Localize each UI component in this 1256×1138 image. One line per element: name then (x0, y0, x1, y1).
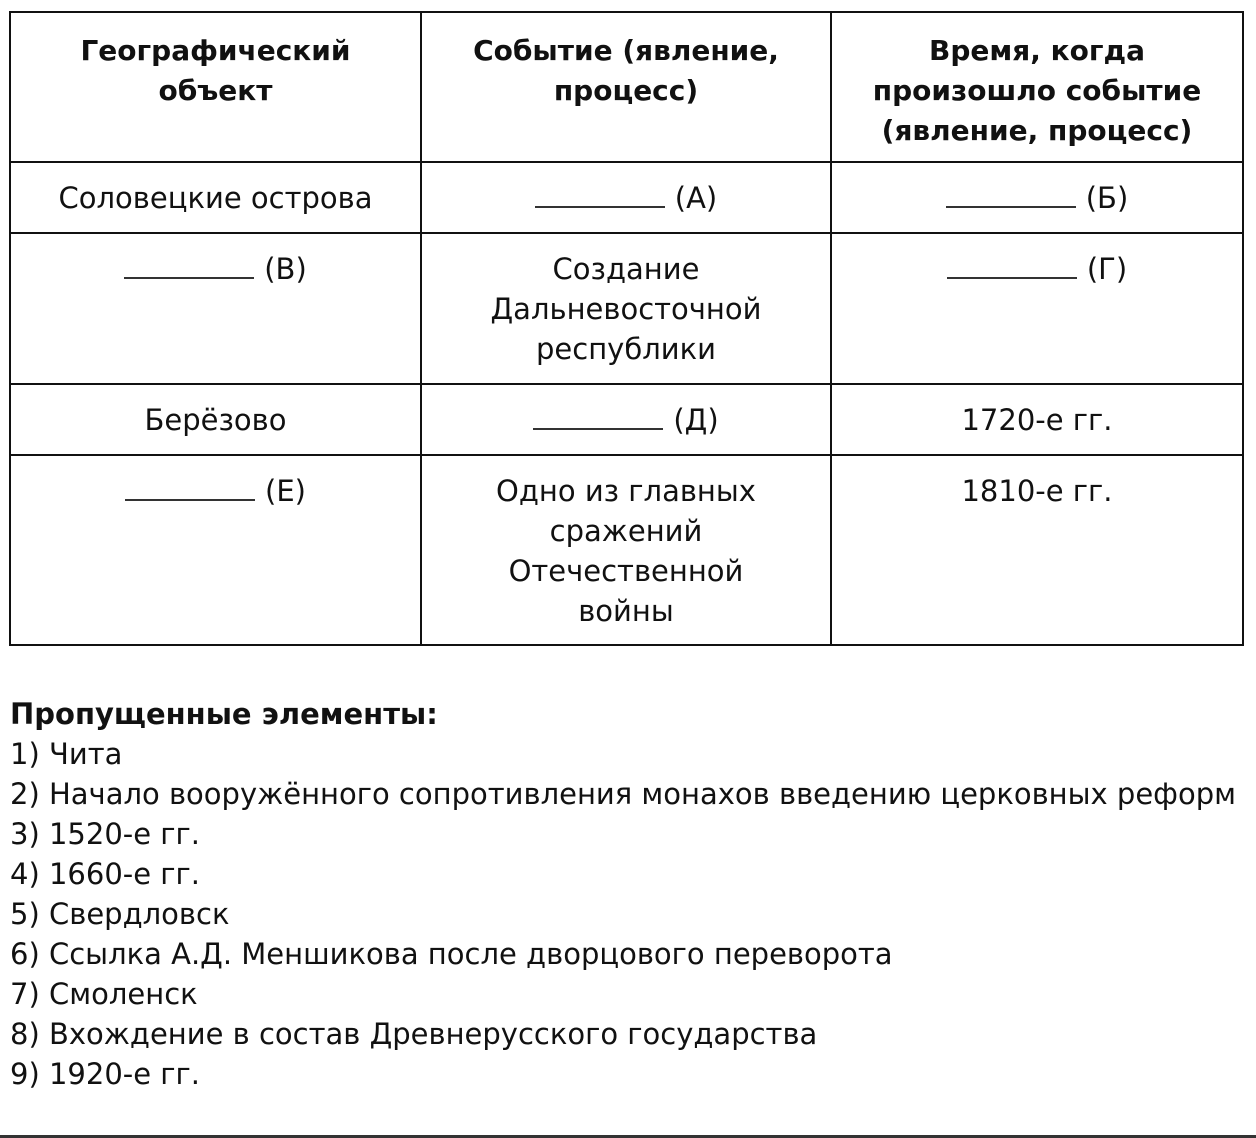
cell-time (831, 455, 1243, 645)
cell-time (831, 384, 1243, 455)
table-row (10, 384, 1243, 455)
blank-line (947, 276, 1077, 279)
table-row (10, 455, 1243, 645)
cell-text: 1720-е гг. (961, 403, 1113, 437)
cell-object-blank (10, 455, 421, 645)
option-item: 8) Вхождение в состав Древнерусского государства (10, 1017, 818, 1051)
header-time: Время, когда произошло событие (явление, процесс) (831, 12, 1243, 162)
blank-label: (А) (674, 181, 718, 215)
cell-text: Берёзово (144, 403, 287, 437)
table-row (10, 162, 1243, 233)
blank-label: (Г) (1086, 252, 1128, 286)
blank-label: (Е) (265, 474, 306, 508)
option-item: 6) Ссылка А.Д. Меншикова после дворцового переворота (10, 937, 893, 971)
cell-time-blank (831, 162, 1243, 233)
table-header-row (10, 12, 1243, 162)
cell-text: Создание Дальневосточной республики (490, 252, 762, 366)
blank-line (535, 205, 665, 208)
header-event: Событие (явление, процесс) (421, 12, 831, 162)
option-item: 2) Начало вооружённого сопротивления монахов введению церковных реформ (10, 777, 1236, 811)
option-item: 4) 1660-е гг. (10, 857, 201, 891)
matching-table (9, 11, 1244, 646)
option-item: 5) Свердловск (10, 897, 230, 931)
blank-label: (Б) (1085, 181, 1129, 215)
missing-elements-list (10, 694, 1254, 1094)
cell-text: Соловецкие острова (58, 181, 373, 215)
cell-object (10, 384, 421, 455)
blank-line (125, 498, 255, 501)
missing-elements-title: Пропущенные элементы: (10, 697, 438, 731)
option-item: 7) Смоленск (10, 977, 198, 1011)
cell-object (10, 162, 421, 233)
table-row (10, 233, 1243, 384)
cell-event-blank (421, 384, 831, 455)
cell-event (421, 233, 831, 384)
option-item: 1) Чита (10, 737, 123, 771)
blank-label: (В) (264, 252, 307, 286)
cell-text: Одно из главных сражений Отечественной войны (496, 474, 756, 628)
cell-object-blank (10, 233, 421, 384)
blank-line (124, 276, 254, 279)
blank-label: (Д) (673, 403, 719, 437)
option-item: 9) 1920-е гг. (10, 1057, 201, 1091)
blank-line (946, 205, 1076, 208)
cell-text: 1810-е гг. (961, 474, 1113, 508)
header-geographic-object: Географический объект (10, 12, 421, 162)
cell-event-blank (421, 162, 831, 233)
blank-line (533, 427, 663, 430)
option-item: 3) 1520-е гг. (10, 817, 201, 851)
cell-time-blank (831, 233, 1243, 384)
cell-event (421, 455, 831, 645)
